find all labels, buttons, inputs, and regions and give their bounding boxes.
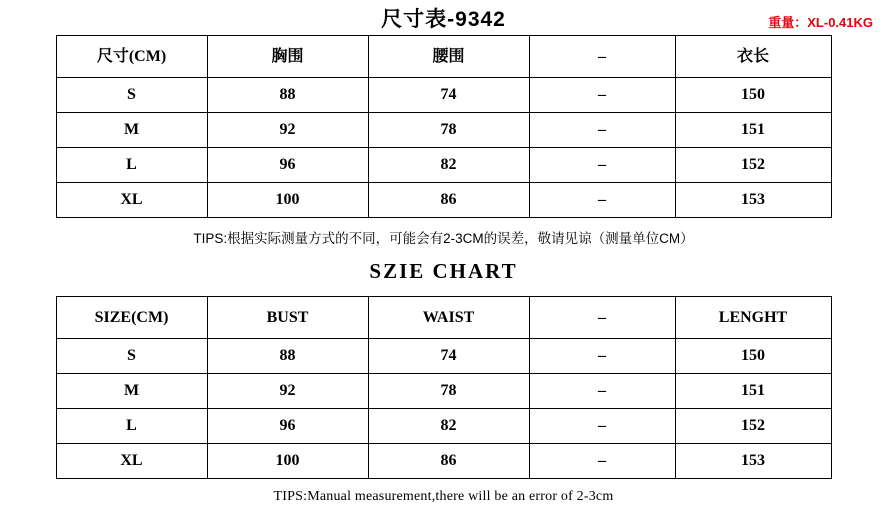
cell-bust: 96 [207,409,368,444]
cell-waist: 78 [368,113,529,148]
cell-bust: 100 [207,183,368,218]
cell-size: L [56,409,207,444]
table-row [56,339,831,374]
cell-bust: 92 [207,374,368,409]
cell-bust: 88 [207,339,368,374]
chinese-table-section [0,33,887,218]
header-cell-bust: 胸围 [207,36,368,78]
cell-blank: – [529,374,675,409]
tips-note-cn: TIPS:根据实际测量方式的不同，可能会有2-3CM的误差，敬请见谅（测量单位CM） [193,231,694,247]
cell-blank: – [529,113,675,148]
cell-length: 151 [675,113,831,148]
cell-waist: 82 [368,148,529,183]
table-row [56,78,831,113]
cell-length: 153 [675,444,831,479]
tips-note-en: TIPS:Manual measurement,there will be an error of 2-3cm [273,489,614,505]
cell-length: 151 [675,374,831,409]
cell-blank: – [529,339,675,374]
table-header-row [56,36,831,78]
cell-blank: – [529,444,675,479]
cell-size: M [56,374,207,409]
table-row [56,113,831,148]
page-title-en: SZIE CHART [369,259,518,284]
header-cell-bust: BUST [207,297,368,339]
cell-size: S [56,78,207,113]
table-row [56,148,831,183]
header-cell-blank: – [529,297,675,339]
cell-length: 150 [675,78,831,113]
cell-blank: – [529,183,675,218]
page-title-cn: 尺寸表-9342 [381,8,506,31]
cell-length: 152 [675,409,831,444]
header-cell-waist: WAIST [368,297,529,339]
cell-size: L [56,148,207,183]
cell-length: 153 [675,183,831,218]
cell-bust: 92 [207,113,368,148]
cell-waist: 78 [368,374,529,409]
header-cell-length: 衣长 [675,36,831,78]
cell-size: S [56,339,207,374]
weight-note: 重量：XL-0.41KG [768,15,873,30]
cell-bust: 100 [207,444,368,479]
cell-size: XL [56,444,207,479]
cell-waist: 74 [368,339,529,374]
cell-size: XL [56,183,207,218]
cell-waist: 74 [368,78,529,113]
table-row [56,374,831,409]
header-cell-length: LENGHT [675,297,831,339]
size-table-cn [56,35,832,218]
table-row [56,409,831,444]
cell-blank: – [529,148,675,183]
cell-blank: – [529,78,675,113]
cell-bust: 88 [207,78,368,113]
header-cell-size: SIZE(CM) [56,297,207,339]
header-cell-size: 尺寸(CM) [56,36,207,78]
cell-waist: 86 [368,183,529,218]
header-cell-blank: – [529,36,675,78]
cell-blank: – [529,409,675,444]
cell-waist: 82 [368,409,529,444]
size-table-en [56,296,832,479]
cell-length: 150 [675,339,831,374]
cell-waist: 86 [368,444,529,479]
table-row [56,444,831,479]
cell-length: 152 [675,148,831,183]
header-cell-waist: 腰围 [368,36,529,78]
cell-size: M [56,113,207,148]
table-header-row [56,297,831,339]
english-table-section [0,296,887,479]
table-row [56,183,831,218]
cell-bust: 96 [207,148,368,183]
